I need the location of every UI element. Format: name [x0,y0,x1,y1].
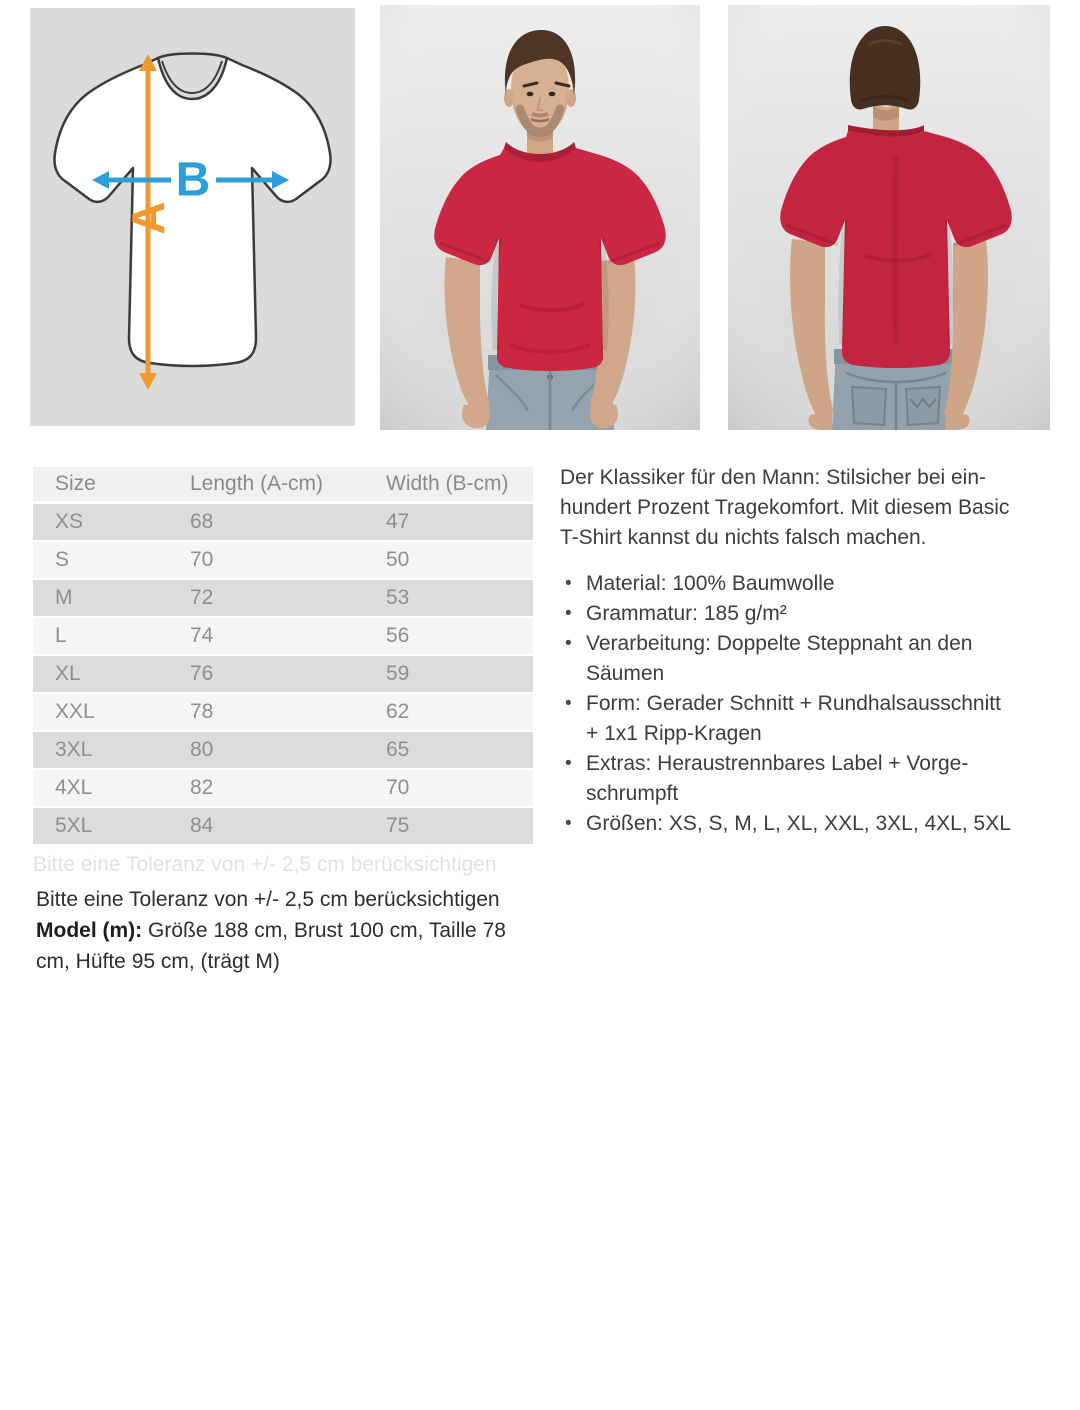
arrow-b-label: B [175,153,211,207]
model-measurements [36,915,541,977]
description-intro: Der Klassiker für den Mann: Stilsicher bei einhundert Prozent Tragekomfort. Mit diesem Basic T-Shirt kannst du nichts falsch machen. [560,466,1010,549]
feature-grammatur: • Grammatur: 185 g/m² [560,599,1016,629]
model-photo-back [728,5,1050,430]
measurement-notes [36,884,541,977]
arrow-a-label: A [122,201,174,235]
feature-groessen: • Größen: XS, S, M, L, XL, XXL, 3XL, 4XL, 5XL [560,809,1016,839]
table-row [33,808,533,844]
feature-form: • Form: Gerader Schnitt + Rundhalsausschnitt + 1x1 Ripp-Kragen [560,689,1016,749]
table-row [33,694,533,730]
cell-width: 65 [386,738,410,761]
table-row [33,542,533,578]
column-header-width: Width (B-cm) [386,472,509,495]
tolerance-note: Bitte eine Toleranz von +/- 2,5 cm berücksichtigen [36,888,500,911]
cell-length: 84 [190,814,214,837]
feature-extras: • Extras: Heraustrennbares Label + Vorgeschrumpft [560,749,1016,809]
cell-size: 3XL [55,738,93,761]
product-description [560,463,1032,839]
size-table-header [33,467,533,501]
model-back-illustration [728,5,1050,430]
table-row [33,580,533,616]
clipped-text-artifact: Bitte eine Toleranz von +/- 2,5 cm berücksichtigen [33,853,497,876]
size-diagram [30,8,355,426]
model-photo-front [380,5,700,430]
cell-length: 76 [190,662,214,685]
column-header-length: Length (A-cm) [190,472,324,495]
table-row [33,504,533,540]
cell-width: 62 [386,700,410,723]
column-header-size: Size [55,472,96,495]
model-details: Größe 188 cm, Brust 100 cm, Taille 78 cm, Hüfte 95 cm, (trägt M) [36,919,506,973]
cell-size: XXL [55,700,95,723]
cell-length: 82 [190,776,214,799]
cell-width: 47 [386,510,410,533]
cell-width: 59 [386,662,410,685]
cell-size: XS [55,510,84,533]
cell-size: 5XL [55,814,93,837]
cell-length: 70 [190,548,214,571]
cell-length: 78 [190,700,214,723]
cell-size: L [55,624,67,647]
cell-size: 4XL [55,776,93,799]
cell-length: 74 [190,624,214,647]
table-row [33,732,533,768]
size-table [33,467,533,846]
cell-length: 68 [190,510,214,533]
model-front-illustration [380,5,700,430]
cell-size: XL [55,662,81,685]
cell-width: 70 [386,776,410,799]
cell-size: S [55,548,70,571]
cell-length: 80 [190,738,214,761]
table-row [33,770,533,806]
model-label: Model (m): [36,919,143,942]
cell-size: M [55,586,73,609]
cell-width: 75 [386,814,410,837]
cell-length: 72 [190,586,214,609]
table-row [33,656,533,692]
cell-width: 53 [386,586,410,609]
table-row [33,618,533,654]
feature-list [560,569,1032,839]
cell-width: 50 [386,548,410,571]
feature-verarbeitung: • Verarbeitung: Doppelte Steppnaht an den Säumen [560,629,1016,689]
cell-width: 56 [386,624,410,647]
feature-material: • Material: 100% Baumwolle [560,569,1016,599]
